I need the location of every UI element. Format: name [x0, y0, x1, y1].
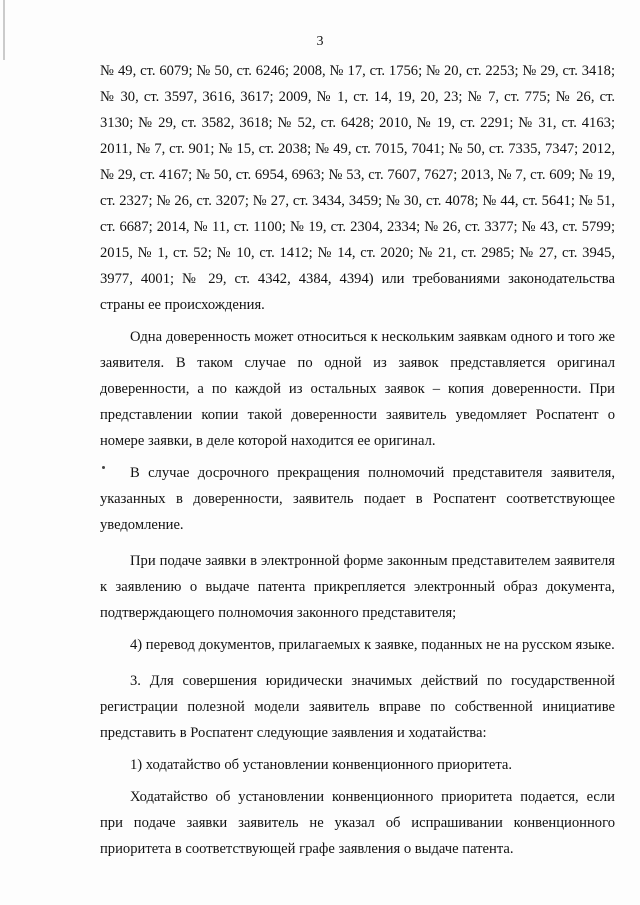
- paragraph-early-termination: В случае досрочного прекращения полномочий представителя заявителя, указанных в доверенности, заявитель подает в Роспатент соответствующее уведомление.: [100, 465, 615, 533]
- paragraph-electronic-filing: При подаче заявки в электронной форме законным представителем заявителя к заявлению о выдаче патента прикрепляется электронный образ документа, подтверждающего полномочия законного представителя;: [100, 553, 615, 621]
- page-number: 3: [316, 34, 324, 49]
- paragraph-applicant-requests: 3. Для совершения юридически значимых действий по государственной регистрации полезной модели заявитель вправе по собственной инициативе представить в Роспатент следующие заявления и ходатайства:: [100, 673, 615, 741]
- paragraph-priority-petition: 1) ходатайство об установлении конвенционного приоритета.: [130, 757, 513, 773]
- paragraph-priority-petition-details: Ходатайство об установлении конвенционного приоритета подается, если при подаче заявки заявитель не указал об испрашивании конвенционного приоритета в соответствующей графе заявления о выдаче патента.: [100, 789, 615, 857]
- scan-edge-line: [3, 0, 5, 60]
- paragraph-power-of-attorney: Одна доверенность может относиться к нескольким заявкам одного и того же заявителя. В таком случае по одной из заявок представляется оригинал доверенности, а по каждой из остальных заявок – копия доверенности. При представлении копии такой доверенности заявитель уведомляет Роспатент о номере заявки, в деле которой находится ее оригинал.: [100, 329, 615, 449]
- scan-speck: [102, 466, 105, 469]
- document-body: [100, 58, 615, 862]
- paragraph-legal-references: № 49, ст. 6079; № 50, ст. 6246; 2008, № 17, ст. 1756; № 20, ст. 2253; № 29, ст. 3418; № 30, ст. 3597, 3616, 3617; 2009, № 1, ст. 14, 19, 20, 23; № 7, ст. 775; № 26, ст. 3130; № 29, ст. 3582, 3618; № 52, ст. 6428; 2010, № 19, ст. 2291; № 31, ст. 4163; 2011, № 7, ст. 901; № 15, ст. 2038; № 49, ст. 7015, 7041; № 50, ст. 7335, 7347; 2012, № 29, ст. 4167; № 50, ст. 6954, 6963; № 53, ст. 7607, 7627; 2013, № 7, ст. 609; № 19, ст. 2327; № 26, ст. 3207; № 27, ст. 3434, 3459; № 30, ст. 4078; № 44, ст. 5641; № 51, ст. 6687; 2014, № 11, ст. 1100; № 19, ст. 2304, 2334; № 26, ст. 3377; № 43, ст. 5799; 2015, № 1, ст. 52; № 10, ст. 1412; № 14, ст. 2020; № 21, ст. 2985; № 27, ст. 3945, 3977, 4001; № 29, ст. 4342, 4384, 4394) или требованиями законодательства страны ее происхождения.: [100, 63, 615, 313]
- paragraph-translation: 4) перевод документов, прилагаемых к заявке, поданных не на русском языке.: [130, 637, 615, 653]
